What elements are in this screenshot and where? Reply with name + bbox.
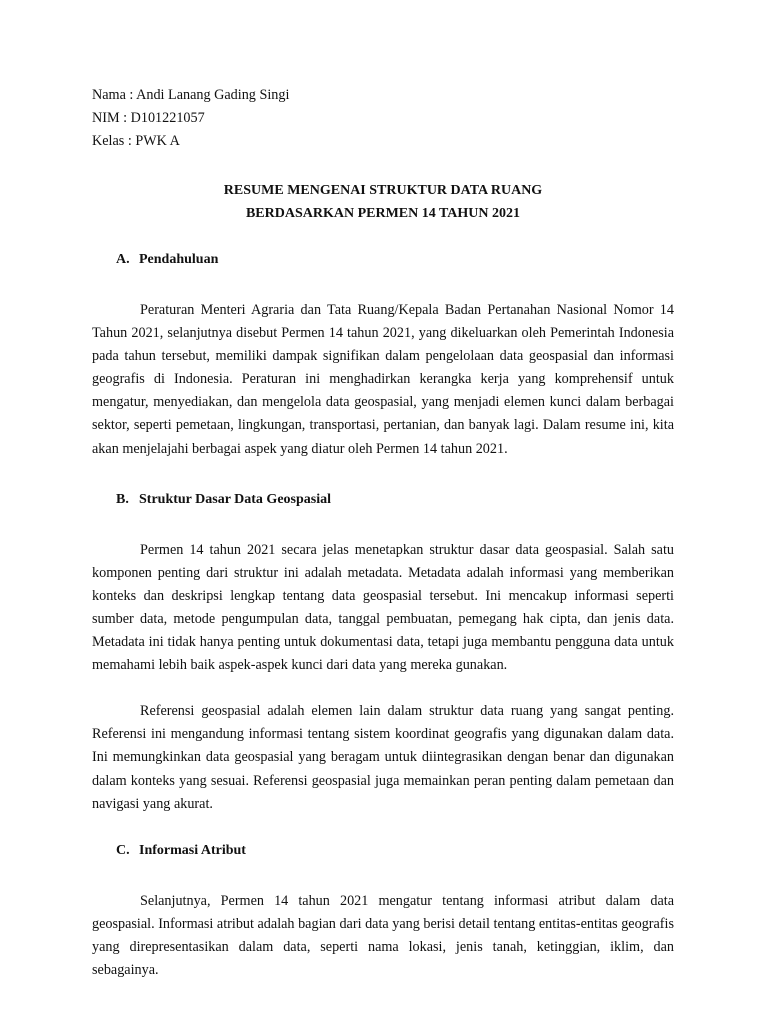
section-b-heading	[116, 488, 674, 511]
section-a-heading	[116, 248, 674, 271]
student-nim: NIM : D101221057	[92, 110, 205, 126]
document-title	[92, 179, 674, 225]
document-page	[92, 84, 674, 982]
paragraph: Permen 14 tahun 2021 secara jelas menetapkan struktur dasar data geospasial. Salah satu komponen penting dari struktur ini adalah metadata. Metadata adalah informasi yang memberikan konteks dan deskripsi lengkap tentang data geospasial tersebut. Ini mencakup informasi seperti sumber data, metode pengumpulan data, tanggal pembuatan, pemegang hak cipta, dan jenis data. Metadata ini tidak hanya penting untuk dokumentasi data, tetapi juga membantu pengguna data untuk memahami lebih baik aspek-aspek kunci dari data yang mereka gunakan.	[92, 541, 674, 674]
paragraph: Peraturan Menteri Agraria dan Tata Ruang/Kepala Badan Pertanahan Nasional Nomor 14 Tahun 2021, selanjutnya disebut Permen 14 tahun 2021, yang dikeluarkan oleh Pemerintah Indonesia pada tahun tersebut, memiliki dampak signifikan dalam pengelolaan data geospasial dan informasi geografis di Indonesia. Peraturan ini menghadirkan kerangka kerja yang komprehensif untuk mengatur, menyediakan, dan mengelola data geospasial, yang menjadi elemen kunci dalam berbagai sektor, seperti pemetaan, lingkungan, transportasi, pertanian, dan banyak lagi. Dalam resume ini, kita akan menjelajahi berbagai aspek yang diatur oleh Permen 14 tahun 2021.	[92, 302, 674, 457]
section-c-heading	[116, 839, 674, 862]
section-title: Struktur Dasar Data Geospasial	[139, 491, 332, 507]
section-letter: C.	[116, 842, 130, 858]
paragraph: Selanjutnya, Permen 14 tahun 2021 mengatur tentang informasi atribut dalam data geospasial. Informasi atribut adalah bagian dari data yang berisi detail tentang entitas-entitas geografis yang direpresentasikan dalam data, seperti nama lokasi, jenis tanah, ketinggian, iklim, dan sebagainya.	[92, 892, 674, 978]
title-line-1: RESUME MENGENAI STRUKTUR DATA RUANG	[223, 183, 543, 198]
student-class: Kelas : PWK A	[92, 133, 180, 149]
section-letter: B.	[116, 491, 129, 507]
section-title: Pendahuluan	[139, 252, 219, 267]
student-name: Nama : Andi Lanang Gading Singi	[92, 87, 290, 103]
section-title: Informasi Atribut	[139, 842, 246, 858]
paragraph: Referensi geospasial adalah elemen lain dalam struktur data ruang yang sangat penting. Referensi ini mengandung informasi tentang sistem koordinat geografis yang digunakan dalam data. Ini memungkinkan data geospasial yang beragam untuk diintegrasikan dengan benar dan digunakan dalam konteks yang sesuai. Referensi geospasial juga memainkan peran penting dalam pemetaan dan navigasi yang akurat.	[92, 703, 674, 812]
title-line-2: BERDASARKAN PERMEN 14 TAHUN 2021	[245, 206, 521, 221]
section-letter: A.	[116, 252, 130, 267]
